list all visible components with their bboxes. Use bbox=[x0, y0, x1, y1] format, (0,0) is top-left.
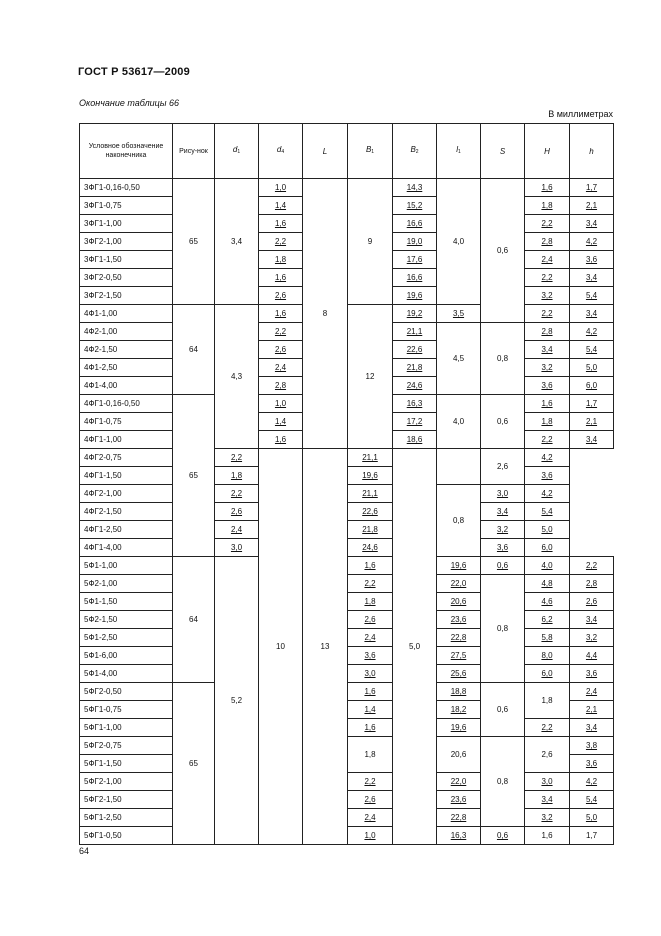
cell-designation: 4ФГ1-0,16-0,50 bbox=[80, 395, 173, 413]
cell-designation: 5ФГ2-1,00 bbox=[80, 773, 173, 791]
cell-designation: 4ФГ1-2,50 bbox=[80, 521, 173, 539]
cell-d4: 1,6 bbox=[259, 305, 303, 323]
cell-d4: 2,6 bbox=[259, 287, 303, 305]
cell-designation: 5Ф1-1,00 bbox=[80, 557, 173, 575]
col-header-B1: $B_1$ bbox=[348, 124, 393, 179]
cell-designation: 4Ф2-1,00 bbox=[80, 323, 173, 341]
cell-designation: 3ФГ1-0,75 bbox=[80, 197, 173, 215]
cell-d4: 2,6 bbox=[259, 341, 303, 359]
cell-B2: 16,6 bbox=[393, 269, 437, 287]
cell-H: 3,4 bbox=[481, 503, 525, 521]
cell-d4: 1,4 bbox=[259, 413, 303, 431]
cell-H: 2,2 bbox=[525, 215, 570, 233]
cell-h: 4,2 bbox=[570, 773, 614, 791]
cell-B2: 20,6 bbox=[437, 593, 481, 611]
cell-h: 4,2 bbox=[525, 449, 570, 467]
cell-d4: 1,0 bbox=[259, 179, 303, 197]
col-header-L: L bbox=[303, 124, 348, 179]
cell-d4: 3,6 bbox=[348, 647, 393, 665]
cell-S: 0,6 bbox=[481, 557, 525, 575]
cell-B2: 19,2 bbox=[393, 305, 437, 323]
col-header-l1: $l_1$ bbox=[437, 124, 481, 179]
cell-B2: 19,6 bbox=[437, 719, 481, 737]
cell-H: 2,4 bbox=[525, 251, 570, 269]
cell-h: 4,2 bbox=[525, 485, 570, 503]
col-header-H: H bbox=[525, 124, 570, 179]
cell-h: 2,8 bbox=[570, 575, 614, 593]
cell-d4: 2,4 bbox=[348, 809, 393, 827]
cell-H: 4,0 bbox=[525, 557, 570, 575]
cell-H: 5,8 bbox=[525, 629, 570, 647]
cell-h: 4,4 bbox=[570, 647, 614, 665]
cell-h: 4,2 bbox=[570, 233, 614, 251]
cell-B2: 14,3 bbox=[393, 179, 437, 197]
cell-d4: 2,2 bbox=[259, 233, 303, 251]
cell-h: 3,4 bbox=[570, 215, 614, 233]
cell-B2: 17,2 bbox=[393, 413, 437, 431]
cell-B2: 21,8 bbox=[393, 359, 437, 377]
cell-H: 1,8 bbox=[525, 683, 570, 719]
cell-figure: 65 bbox=[173, 683, 215, 845]
cell-designation: 3ФГ2-1,00 bbox=[80, 233, 173, 251]
cell-designation: 5ФГ1-2,50 bbox=[80, 809, 173, 827]
cell-d4: 1,8 bbox=[215, 467, 259, 485]
cell-B2: 15,2 bbox=[393, 197, 437, 215]
table-header-row bbox=[80, 124, 614, 179]
cell-H: 2,2 bbox=[525, 719, 570, 737]
cell-d4: 2,2 bbox=[348, 773, 393, 791]
col-header-figure: Рису-нок bbox=[173, 124, 215, 179]
cell-L: 8 bbox=[303, 179, 348, 449]
cell-S: 0,8 bbox=[481, 737, 525, 827]
cell-h: 3,6 bbox=[570, 665, 614, 683]
cell-S: 0,6 bbox=[481, 395, 525, 449]
cell-H: 3,6 bbox=[525, 377, 570, 395]
cell-designation: 5Ф1-6,00 bbox=[80, 647, 173, 665]
cell-d4: 2,4 bbox=[348, 629, 393, 647]
cell-H: 3,0 bbox=[481, 485, 525, 503]
col-header-d1: $d_1$ bbox=[215, 124, 259, 179]
cell-B2: 18,6 bbox=[393, 431, 437, 449]
cell-H: 8,0 bbox=[525, 647, 570, 665]
cell-S: 0,6 bbox=[481, 827, 525, 845]
cell-B2: 17,6 bbox=[393, 251, 437, 269]
cell-l1: 5,0 bbox=[393, 449, 437, 845]
cell-d4: 1,0 bbox=[348, 827, 393, 845]
cell-B2: 19,6 bbox=[437, 557, 481, 575]
cell-d4: 1,8 bbox=[259, 251, 303, 269]
cell-l1: 4,0 bbox=[437, 179, 481, 305]
cell-designation: 4Ф1-2,50 bbox=[80, 359, 173, 377]
cell-designation: 5ФГ2-0,50 bbox=[80, 683, 173, 701]
cell-B2: 20,6 bbox=[437, 737, 481, 773]
cell-H: 1,6 bbox=[525, 179, 570, 197]
cell-h: 5,0 bbox=[570, 809, 614, 827]
cell-d4: 2,2 bbox=[348, 575, 393, 593]
cell-H: 2,8 bbox=[525, 323, 570, 341]
cell-designation: 4Ф1-1,00 bbox=[80, 305, 173, 323]
cell-designation: 5Ф1-1,50 bbox=[80, 593, 173, 611]
cell-B2: 21,1 bbox=[348, 485, 393, 503]
col-header-h: h bbox=[570, 124, 614, 179]
cell-h: 2,1 bbox=[570, 197, 614, 215]
cell-h: 3,2 bbox=[570, 629, 614, 647]
cell-h: 5,4 bbox=[570, 791, 614, 809]
cell-designation: 5Ф1-2,50 bbox=[80, 629, 173, 647]
cell-S: 0,6 bbox=[481, 179, 525, 323]
cell-S: 0,8 bbox=[481, 323, 525, 395]
cell-d4: 2,2 bbox=[215, 485, 259, 503]
cell-h: 5,4 bbox=[570, 287, 614, 305]
cell-d4: 2,6 bbox=[215, 503, 259, 521]
cell-H: 4,8 bbox=[525, 575, 570, 593]
cell-B2: 27,5 bbox=[437, 647, 481, 665]
cell-B1: 13 bbox=[303, 449, 348, 845]
cell-B2: 22,0 bbox=[437, 773, 481, 791]
cell-h: 3,6 bbox=[525, 467, 570, 485]
cell-d4: 3,0 bbox=[348, 665, 393, 683]
cell-h: 3,6 bbox=[570, 251, 614, 269]
cell-H: 6,0 bbox=[525, 665, 570, 683]
cell-B2: 25,6 bbox=[437, 665, 481, 683]
cell-designation: 4Ф2-1,50 bbox=[80, 341, 173, 359]
cell-H: 1,6 bbox=[525, 395, 570, 413]
cell-h: 1,7 bbox=[570, 827, 614, 845]
cell-designation: 3ФГ2-1,50 bbox=[80, 287, 173, 305]
cell-h: 3,8 bbox=[570, 737, 614, 755]
cell-d1: 5,2 bbox=[215, 557, 259, 845]
cell-designation: 4ФГ1-1,50 bbox=[80, 467, 173, 485]
cell-figure: 64 bbox=[173, 557, 215, 683]
table-row bbox=[80, 179, 614, 197]
cell-S: 0,8 bbox=[437, 485, 481, 557]
cell-designation: 4ФГ2-1,50 bbox=[80, 503, 173, 521]
cell-B2: 23,6 bbox=[437, 791, 481, 809]
cell-S: 0,8 bbox=[481, 575, 525, 683]
cell-B2: 19,0 bbox=[393, 233, 437, 251]
cell-figure: 64 bbox=[173, 305, 215, 395]
cell-h: 2,1 bbox=[570, 413, 614, 431]
col-header-B2: $B_2$ bbox=[393, 124, 437, 179]
cell-d1: 4,3 bbox=[215, 305, 259, 449]
cell-B2: 24,6 bbox=[348, 539, 393, 557]
cell-designation: 3ФГ2-0,50 bbox=[80, 269, 173, 287]
cell-d4: 2,4 bbox=[259, 359, 303, 377]
cell-designation: 4ФГ2-0,75 bbox=[80, 449, 173, 467]
cell-B2: 22,8 bbox=[437, 629, 481, 647]
cell-S bbox=[437, 449, 481, 485]
cell-H: 2,2 bbox=[525, 305, 570, 323]
cell-h: 2,1 bbox=[570, 701, 614, 719]
page-number: 64 bbox=[79, 846, 90, 856]
cell-H: 2,6 bbox=[525, 737, 570, 773]
cell-H: 2,2 bbox=[525, 431, 570, 449]
units-note: В миллиметрах bbox=[548, 109, 613, 119]
cell-d4: 1,8 bbox=[348, 593, 393, 611]
cell-d4: 1,6 bbox=[259, 431, 303, 449]
cell-H: 3,2 bbox=[525, 287, 570, 305]
cell-d4: 1,6 bbox=[348, 683, 393, 701]
cell-d4: 2,2 bbox=[259, 323, 303, 341]
cell-B2: 18,2 bbox=[437, 701, 481, 719]
cell-B2: 22,0 bbox=[437, 575, 481, 593]
dimensions-table bbox=[79, 123, 614, 845]
cell-d4: 1,4 bbox=[348, 701, 393, 719]
cell-designation: 3ФГ1-1,50 bbox=[80, 251, 173, 269]
cell-designation: 5Ф2-1,00 bbox=[80, 575, 173, 593]
cell-d4: 1,6 bbox=[348, 719, 393, 737]
cell-H: 1,6 bbox=[525, 827, 570, 845]
cell-H: 3,2 bbox=[481, 521, 525, 539]
cell-h: 5,4 bbox=[570, 341, 614, 359]
cell-figure: 65 bbox=[173, 395, 215, 557]
cell-B2: 21,8 bbox=[348, 521, 393, 539]
table-caption: Окончание таблицы 66 bbox=[79, 98, 179, 108]
cell-h: 6,0 bbox=[525, 539, 570, 557]
cell-h: 2,6 bbox=[570, 593, 614, 611]
cell-H: 4,6 bbox=[525, 593, 570, 611]
cell-h: 3,4 bbox=[570, 305, 614, 323]
cell-H: 3,0 bbox=[525, 773, 570, 791]
cell-designation: 5Ф1-4,00 bbox=[80, 665, 173, 683]
cell-H: 2,8 bbox=[525, 233, 570, 251]
cell-B2: 24,6 bbox=[393, 377, 437, 395]
cell-l1: 4,0 bbox=[437, 395, 481, 449]
cell-d4: 2,4 bbox=[215, 521, 259, 539]
cell-B2: 21,1 bbox=[393, 323, 437, 341]
cell-l1: 3,5 bbox=[437, 305, 481, 323]
cell-H: 3,4 bbox=[525, 791, 570, 809]
cell-h: 6,0 bbox=[570, 377, 614, 395]
cell-h: 4,2 bbox=[570, 323, 614, 341]
cell-H: 1,8 bbox=[525, 413, 570, 431]
cell-B2: 19,6 bbox=[348, 467, 393, 485]
cell-d4: 2,8 bbox=[259, 377, 303, 395]
cell-B2: 16,3 bbox=[437, 827, 481, 845]
cell-designation: 3ФГ1-1,00 bbox=[80, 215, 173, 233]
cell-B2: 23,6 bbox=[437, 611, 481, 629]
cell-B2: 19,6 bbox=[393, 287, 437, 305]
cell-h: 5,0 bbox=[570, 359, 614, 377]
cell-H: 6,2 bbox=[525, 611, 570, 629]
cell-B2: 22,6 bbox=[393, 341, 437, 359]
cell-B2: 16,6 bbox=[393, 215, 437, 233]
cell-designation: 5ФГ1-1,50 bbox=[80, 755, 173, 773]
cell-h: 3,4 bbox=[570, 719, 614, 737]
cell-H: 1,8 bbox=[525, 197, 570, 215]
cell-d4: 1,0 bbox=[259, 395, 303, 413]
cell-B1: 12 bbox=[348, 305, 393, 449]
cell-designation: 3ФГ1-0,16-0,50 bbox=[80, 179, 173, 197]
cell-d4: 2,2 bbox=[215, 449, 259, 467]
cell-H: 2,6 bbox=[481, 449, 525, 485]
cell-l1: 4,5 bbox=[437, 323, 481, 395]
cell-designation: 5ФГ1-1,00 bbox=[80, 719, 173, 737]
cell-h: 3,4 bbox=[570, 611, 614, 629]
table-row bbox=[80, 449, 614, 467]
cell-H: 3,2 bbox=[525, 809, 570, 827]
cell-B2: 22,6 bbox=[348, 503, 393, 521]
cell-h: 3,4 bbox=[570, 431, 614, 449]
document-header: ГОСТ Р 53617—2009 bbox=[78, 66, 190, 78]
cell-d4: 1,4 bbox=[259, 197, 303, 215]
cell-h: 5,4 bbox=[525, 503, 570, 521]
cell-d4: 1,6 bbox=[259, 269, 303, 287]
cell-d4: 1,8 bbox=[348, 737, 393, 773]
cell-designation: 5Ф2-1,50 bbox=[80, 611, 173, 629]
cell-designation: 4ФГ1-0,75 bbox=[80, 413, 173, 431]
cell-h: 1,7 bbox=[570, 179, 614, 197]
cell-designation: 4Ф1-4,00 bbox=[80, 377, 173, 395]
cell-d4: 2,6 bbox=[348, 791, 393, 809]
cell-d4: 1,6 bbox=[348, 557, 393, 575]
cell-designation: 5ФГ2-1,50 bbox=[80, 791, 173, 809]
cell-d4: 2,6 bbox=[348, 611, 393, 629]
cell-designation: 4ФГ2-1,00 bbox=[80, 485, 173, 503]
cell-H: 3,2 bbox=[525, 359, 570, 377]
cell-H: 3,6 bbox=[481, 539, 525, 557]
cell-h: 1,7 bbox=[570, 395, 614, 413]
cell-designation: 4ФГ1-4,00 bbox=[80, 539, 173, 557]
cell-B2: 22,8 bbox=[437, 809, 481, 827]
cell-designation: 4ФГ1-1,00 bbox=[80, 431, 173, 449]
col-header-d4: $d_4$ bbox=[259, 124, 303, 179]
cell-figure: 65 bbox=[173, 179, 215, 305]
cell-S: 0,6 bbox=[481, 683, 525, 737]
cell-designation: 5ФГ1-0,50 bbox=[80, 827, 173, 845]
cell-h: 2,2 bbox=[570, 557, 614, 575]
cell-d4: 3,0 bbox=[215, 539, 259, 557]
cell-d1: 3,4 bbox=[215, 179, 259, 305]
cell-h: 5,0 bbox=[525, 521, 570, 539]
col-header-S: S bbox=[481, 124, 525, 179]
cell-B2: 16,3 bbox=[393, 395, 437, 413]
cell-B1: 9 bbox=[348, 179, 393, 305]
cell-h: 3,4 bbox=[570, 269, 614, 287]
col-header-designation: Условное обозначение наконечника bbox=[80, 124, 173, 179]
cell-H: 2,2 bbox=[525, 269, 570, 287]
cell-h: 3,6 bbox=[570, 755, 614, 773]
cell-B2: 18,8 bbox=[437, 683, 481, 701]
cell-B2: 21,1 bbox=[348, 449, 393, 467]
cell-L: 10 bbox=[259, 449, 303, 845]
cell-H: 3,4 bbox=[525, 341, 570, 359]
cell-designation: 5ФГ1-0,75 bbox=[80, 701, 173, 719]
cell-h: 2,4 bbox=[570, 683, 614, 701]
cell-d4: 1,6 bbox=[259, 215, 303, 233]
cell-designation: 5ФГ2-0,75 bbox=[80, 737, 173, 755]
